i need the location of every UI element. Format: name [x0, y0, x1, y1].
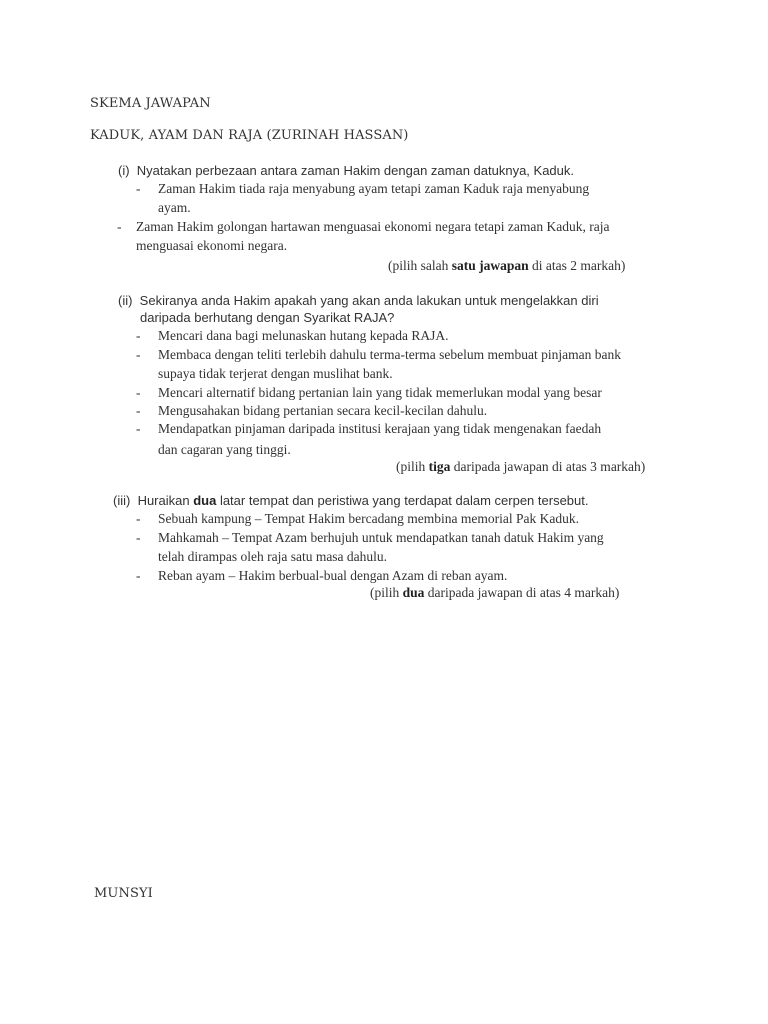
question-2-text-line-1: Sekiranya anda Hakim apakah yang akan anda lakukan untuk mengelakkan diri: [139, 293, 599, 308]
footer-signature: MUNSYI: [94, 886, 153, 901]
answer-2-5-line-1: Mendapatkan pinjaman daripada institusi kerajaan yang tidak mengenakan faedah: [158, 421, 602, 436]
answer-2-2-line-2: supaya tidak terjerat dengan muslihat bank.: [158, 366, 393, 381]
answer-1-2-line-1: Zaman Hakim golongan hartawan menguasai ekonomi negara tetapi zaman Kaduk, raja: [136, 219, 610, 234]
answer-2-2-line-1: Membaca dengan teliti terlebih dahulu terma-terma sebelum membuat pinjaman bank: [158, 347, 621, 362]
question-2-text-line-2: daripada berhutang dengan Syarikat RAJA?: [140, 310, 395, 325]
bullet-dash: -: [117, 219, 122, 234]
bullet-dash: -: [136, 511, 141, 526]
bullet-dash: -: [136, 347, 141, 362]
answer-2-4: Mengusahakan bidang pertanian secara kecil-kecilan dahulu.: [158, 403, 488, 418]
answer-2-1: Mencari dana bagi melunaskan hutang kepada RAJA.: [158, 328, 449, 343]
question-1-text: Nyatakan perbezaan antara zaman Hakim dengan zaman datuknya, Kaduk.: [136, 163, 574, 178]
answer-3-2-line-2: telah dirampas oleh raja satu masa dahulu.: [158, 549, 388, 564]
marks-note-1-bold: satu jawapan: [451, 258, 529, 273]
question-2: [118, 292, 599, 309]
answer-1-1-line-2: ayam.: [158, 200, 191, 215]
bullet-dash: -: [136, 385, 141, 400]
question-2-number: (ii): [118, 293, 133, 308]
answer-1-1-line-1: Zaman Hakim tiada raja menyabung ayam tetapi zaman Kaduk raja menyabung: [158, 181, 590, 196]
bullet-dash: -: [136, 181, 141, 196]
bullet-dash: -: [136, 328, 141, 343]
answer-3-1: Sebuah kampung – Tempat Hakim bercadang membina memorial Pak Kaduk.: [158, 511, 579, 526]
marks-note-3: (pilih dua daripada jawapan di atas 4 markah): [370, 585, 620, 600]
question-1-number: (i): [118, 163, 130, 178]
bullet-dash: -: [136, 421, 141, 436]
answer-3-3: Reban ayam – Hakim berbual-bual dengan Azam di reban ayam.: [158, 568, 508, 583]
question-3-number: (iii): [113, 493, 131, 508]
document-title: SKEMA JAWAPAN: [90, 96, 211, 111]
marks-note-3-bold: dua: [402, 585, 425, 600]
marks-note-2-bold: tiga: [428, 459, 451, 474]
question-3-bold: dua: [193, 493, 217, 508]
answer-1-2-line-2: menguasai ekonomi negara.: [136, 238, 288, 253]
answer-2-3: Mencari alternatif bidang pertanian lain yang tidak memerlukan modal yang besar: [158, 385, 602, 400]
marks-note-2: (pilih tiga daripada jawapan di atas 3 markah): [396, 459, 646, 474]
document-subtitle: KADUK, AYAM DAN RAJA (ZURINAH HASSAN): [90, 128, 409, 143]
answer-3-2-line-1: Mahkamah – Tempat Azam berhujuh untuk mendapatkan tanah datuk Hakim yang: [158, 530, 604, 545]
question-1: [118, 162, 574, 179]
bullet-dash: -: [136, 568, 141, 583]
bullet-dash: -: [136, 530, 141, 545]
marks-note-1: (pilih salah satu jawapan di atas 2 markah): [388, 258, 626, 273]
answer-2-5-line-2: dan cagaran yang tinggi.: [158, 442, 291, 457]
bullet-dash: -: [136, 403, 141, 418]
question-3: (iii) Huraikan dua latar tempat dan peristiwa yang terdapat dalam cerpen tersebut.: [113, 493, 589, 508]
